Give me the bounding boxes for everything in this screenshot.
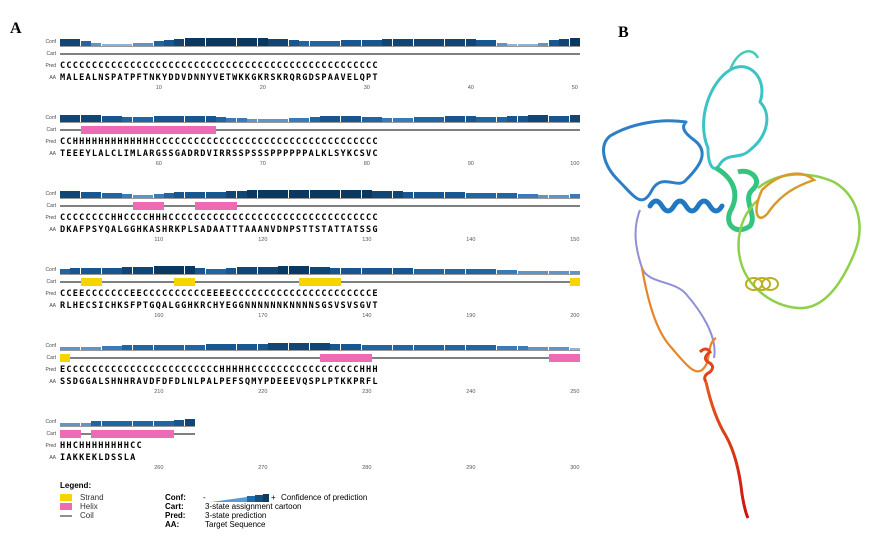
confidence-bar: [289, 266, 299, 274]
confidence-bar: [382, 39, 392, 46]
helix-segment: [320, 354, 372, 362]
aa-sequence: RLHECSICHKSFPTGQALGGHKRCHYEGGNNNNNNKNNNNSGSVSVSGVT: [60, 301, 379, 311]
pred-row: [34, 364, 594, 376]
row-label: Pred: [45, 63, 56, 69]
confidence-baseline: [60, 274, 580, 275]
row-label: AA: [49, 379, 56, 385]
row-label: Conf: [45, 115, 56, 121]
confidence-bar: [528, 115, 538, 122]
position-tick: 220: [258, 389, 268, 395]
position-ticks: [34, 160, 594, 169]
confidence-bar: [278, 39, 288, 46]
confidence-bar: [362, 190, 372, 198]
row-label: AA: [49, 455, 56, 461]
position-tick: 150: [570, 237, 580, 243]
confidence-bar: [289, 190, 299, 198]
legend-key-aa: [165, 520, 485, 529]
helix-segment: [195, 202, 237, 210]
confidence-bar: [154, 266, 164, 274]
confidence-bar: [393, 39, 403, 46]
pred-sequence: CCHHHHHHHHHHHHHCCCCCCCCCCCCCCCCCCCCCCCCCCCCCCCCCCC: [60, 137, 379, 147]
confidence-bar: [185, 419, 195, 426]
confidence-bar: [195, 38, 205, 46]
cyan-loop-region: [704, 67, 767, 169]
confidence-baseline: [60, 350, 580, 351]
confidence-bar: [278, 343, 288, 350]
aa-sequence: TEEEYLALCLIMLARGSSGADRDVIRRSSPSSSPPPPPPALKLSYKCSVC: [60, 149, 379, 159]
confidence-bar: [174, 39, 184, 46]
confidence-bar: [174, 266, 184, 274]
row-label: Pred: [45, 291, 56, 297]
confidence-bar: [299, 343, 309, 350]
confidence-bar: [434, 39, 444, 46]
pred-sequence: CCCCCCCCHHCCCCHHHCCCCCCCCCCCCCCCCCCCCCCCCCCCCCCCCC: [60, 213, 379, 223]
conf-row: [34, 416, 594, 428]
confidence-bar: [226, 191, 236, 198]
cart-row: [34, 428, 594, 440]
pred-row: [34, 212, 594, 224]
confidence-bar: [258, 267, 268, 274]
position-tick: 20: [259, 85, 266, 91]
row-label: Cart: [46, 279, 56, 285]
prediction-block: [34, 340, 594, 397]
position-tick: 230: [362, 389, 372, 395]
confidence-bar: [91, 115, 101, 122]
confidence-bar: [278, 266, 288, 274]
position-tick: 100: [570, 161, 580, 167]
coil-line: [60, 53, 580, 55]
row-label: Conf: [45, 267, 56, 273]
helix-segment: [81, 126, 216, 134]
position-tick: 70: [259, 161, 266, 167]
cart-row: [34, 352, 594, 364]
aa-sequence: MALEALNSPATPFTNKYDDVDNNYVETWKKGKRSKRQRGDSPAAVELQPT: [60, 73, 379, 83]
confidence-bar: [237, 38, 247, 46]
confidence-bar: [258, 190, 268, 198]
position-tick: 280: [362, 465, 372, 471]
row-label: Cart: [46, 431, 56, 437]
strand-segment: [81, 278, 102, 286]
confidence-bar: [310, 190, 320, 198]
confidence-bar: [226, 38, 236, 46]
aa-row: [34, 72, 594, 84]
aa-row: [34, 452, 594, 464]
row-label: Conf: [45, 191, 56, 197]
aa-sequence: DKAFPSYQALGGHKASHRKPLSADAATTTAAANVDNPSTTSTATTATSSG: [60, 225, 379, 235]
confidence-bar: [310, 343, 320, 350]
blue-loop-region: [604, 121, 703, 200]
row-label: Cart: [46, 203, 56, 209]
panel-b-label: B: [618, 24, 629, 41]
key-name: Cart:: [165, 502, 184, 511]
position-ticks: [34, 388, 594, 397]
key-description: Confidence of prediction: [281, 493, 368, 502]
prediction-block: [34, 188, 594, 245]
confidence-bar: [185, 38, 195, 46]
legend-item-label: Strand: [80, 493, 104, 502]
confidence-bar: [299, 266, 309, 274]
strand-segment: [60, 354, 70, 362]
row-label: AA: [49, 75, 56, 81]
confidence-bar: [60, 115, 70, 122]
green-sheet-region: [716, 168, 757, 230]
aa-sequence: SSDGGALSHNHRAVDFDFDLNLPALPEFSQMYPDEEEVQSPLPTKKPRFL: [60, 377, 379, 387]
confidence-bar: [133, 267, 143, 274]
position-ticks: [34, 236, 594, 245]
confidence-bar: [414, 39, 424, 46]
confidence-bar: [70, 39, 80, 46]
confidence-bar: [185, 266, 195, 274]
conf-row: [34, 112, 594, 124]
key-name: Conf:: [165, 493, 186, 502]
confidence-bar: [570, 115, 580, 122]
position-tick: 60: [155, 161, 162, 167]
confidence-plus: +: [271, 493, 276, 502]
key-description: Target Sequence: [205, 520, 266, 529]
row-label: Pred: [45, 367, 56, 373]
confidence-bar: [247, 190, 257, 198]
confidence-bar: [206, 38, 216, 46]
confidence-bar: [320, 343, 330, 350]
confidence-bar: [164, 266, 174, 274]
strand-swatch: [60, 494, 72, 501]
helix-segment: [549, 354, 580, 362]
conf-row: [34, 264, 594, 276]
position-ticks: [34, 84, 594, 93]
legend-key-conf: [165, 493, 485, 502]
strand-segment: [299, 278, 341, 286]
helix-segment: [91, 430, 174, 438]
confidence-bar: [330, 190, 340, 198]
cart-row: [34, 276, 594, 288]
key-name: Pred:: [165, 511, 186, 520]
position-tick: 270: [258, 465, 268, 471]
confidence-bar: [445, 39, 455, 46]
confidence-bar: [268, 39, 278, 46]
coil-swatch: [60, 515, 72, 517]
confidence-baseline: [60, 122, 580, 123]
confidence-bar: [289, 343, 299, 350]
confidence-bar: [216, 38, 226, 46]
position-tick: 50: [571, 85, 578, 91]
lavender-coil: [636, 210, 715, 358]
helix-swatch: [60, 503, 72, 510]
row-label: Conf: [45, 343, 56, 349]
legend-title: Legend:: [60, 481, 92, 490]
row-label: AA: [49, 151, 56, 157]
confidence-bar: [403, 39, 413, 46]
position-tick: 140: [466, 237, 476, 243]
strand-segment: [174, 278, 195, 286]
row-label: Conf: [45, 419, 56, 425]
row-label: Pred: [45, 215, 56, 221]
confidence-bar: [351, 190, 361, 198]
position-ticks: [34, 312, 594, 321]
position-tick: 90: [467, 161, 474, 167]
legend-item-label: Helix: [80, 502, 98, 511]
pred-row: [34, 60, 594, 72]
confidence-scale-icon: [211, 494, 269, 502]
confidence-bar: [538, 115, 548, 122]
aa-sequence: IAKKEKLDSSLA: [60, 453, 137, 463]
confidence-bar: [237, 191, 247, 198]
position-tick: 190: [466, 313, 476, 319]
confidence-bar: [382, 191, 392, 198]
confidence-bar: [258, 38, 268, 46]
confidence-bar: [268, 267, 278, 274]
confidence-bar: [60, 39, 70, 46]
row-label: AA: [49, 227, 56, 233]
cart-row: [34, 48, 594, 60]
conf-row: [34, 188, 594, 200]
legend-key-cart: [165, 502, 485, 511]
conf-row: [34, 340, 594, 352]
aa-row: [34, 148, 594, 160]
pred-row: [34, 288, 594, 300]
position-tick: 210: [154, 389, 164, 395]
confidence-bar: [570, 38, 580, 46]
position-tick: 200: [570, 313, 580, 319]
confidence-baseline: [60, 46, 580, 47]
key-description: 3-state assignment cartoon: [205, 502, 302, 511]
helix-segment: [60, 430, 81, 438]
cart-row: [34, 124, 594, 136]
row-label: AA: [49, 303, 56, 309]
position-tick: 290: [466, 465, 476, 471]
blue-helix: [650, 201, 722, 211]
legend-item-label: Coil: [80, 511, 94, 520]
position-ticks: [34, 464, 594, 473]
position-tick: 40: [467, 85, 474, 91]
helix-segment: [133, 202, 164, 210]
confidence-bar: [143, 267, 153, 274]
position-tick: 130: [362, 237, 372, 243]
prediction-block: [34, 264, 594, 321]
confidence-baseline: [60, 426, 195, 427]
confidence-bar: [122, 267, 132, 274]
position-tick: 110: [154, 237, 164, 243]
position-tick: 80: [363, 161, 370, 167]
position-tick: 10: [155, 85, 162, 91]
position-tick: 140: [362, 313, 372, 319]
panel-a-label: A: [10, 20, 22, 37]
confidence-bar: [247, 267, 257, 274]
confidence-bar: [70, 191, 80, 198]
confidence-minus: -: [203, 493, 206, 502]
prediction-block: [34, 416, 594, 473]
confidence-bar: [268, 190, 278, 198]
position-tick: 240: [466, 389, 476, 395]
confidence-bar: [70, 115, 80, 122]
aa-row: [34, 224, 594, 236]
confidence-bar: [320, 190, 330, 198]
strand-segment: [570, 278, 580, 286]
pred-sequence: HHCHHHHHHHHCC: [60, 441, 143, 451]
row-label: Cart: [46, 127, 56, 133]
row-label: Conf: [45, 39, 56, 45]
confidence-bar: [237, 267, 247, 274]
confidence-bar: [393, 191, 403, 198]
position-tick: 120: [258, 237, 268, 243]
position-tick: 300: [570, 465, 580, 471]
confidence-bar: [320, 267, 330, 274]
confidence-bar: [341, 190, 351, 198]
conf-row: [34, 36, 594, 48]
legend-key-pred: [165, 511, 485, 520]
red-tail: [706, 382, 748, 518]
confidence-bar: [372, 191, 382, 198]
confidence-bar: [278, 190, 288, 198]
aa-row: [34, 376, 594, 388]
legend: [60, 481, 600, 536]
confidence-bar: [310, 267, 320, 274]
confidence-bar: [60, 191, 70, 198]
position-tick: 250: [570, 389, 580, 395]
aa-row: [34, 300, 594, 312]
prediction-block: [34, 36, 594, 93]
row-label: Cart: [46, 51, 56, 57]
row-label: Pred: [45, 443, 56, 449]
pred-row: [34, 136, 594, 148]
key-description: 3-state prediction: [205, 511, 267, 520]
confidence-bar: [466, 39, 476, 46]
confidence-baseline: [60, 198, 580, 199]
position-tick: 30: [363, 85, 370, 91]
row-label: Cart: [46, 355, 56, 361]
row-label: Pred: [45, 139, 56, 145]
confidence-bar: [299, 190, 309, 198]
confidence-bar: [247, 38, 257, 46]
pred-sequence: ECCCCCCCCCCCCCCCCCCCCCCCCHHHHHCCCCCCCCCCCCCCCCCHHH: [60, 365, 379, 375]
confidence-bar: [455, 39, 465, 46]
cart-row: [34, 200, 594, 212]
position-tick: 260: [154, 465, 164, 471]
pred-sequence: CCCCCCCCCCCCCCCCCCCCCCCCCCCCCCCCCCCCCCCCCCCCCCCCCC: [60, 61, 379, 71]
prediction-block: [34, 112, 594, 169]
pred-sequence: CCEECCCCCCCEECCCCCCCCCCEEEECCCCCCCCCCCCCCCCCCCCCCE: [60, 289, 379, 299]
pred-row: [34, 440, 594, 452]
orange-loop: [757, 174, 814, 218]
confidence-bar: [81, 115, 91, 122]
position-tick: 170: [258, 313, 268, 319]
protein-3d-structure: [590, 40, 880, 520]
key-name: AA:: [165, 520, 180, 529]
confidence-bar: [559, 39, 569, 46]
position-tick: 160: [154, 313, 164, 319]
confidence-bar: [268, 343, 278, 350]
confidence-bar: [424, 39, 434, 46]
